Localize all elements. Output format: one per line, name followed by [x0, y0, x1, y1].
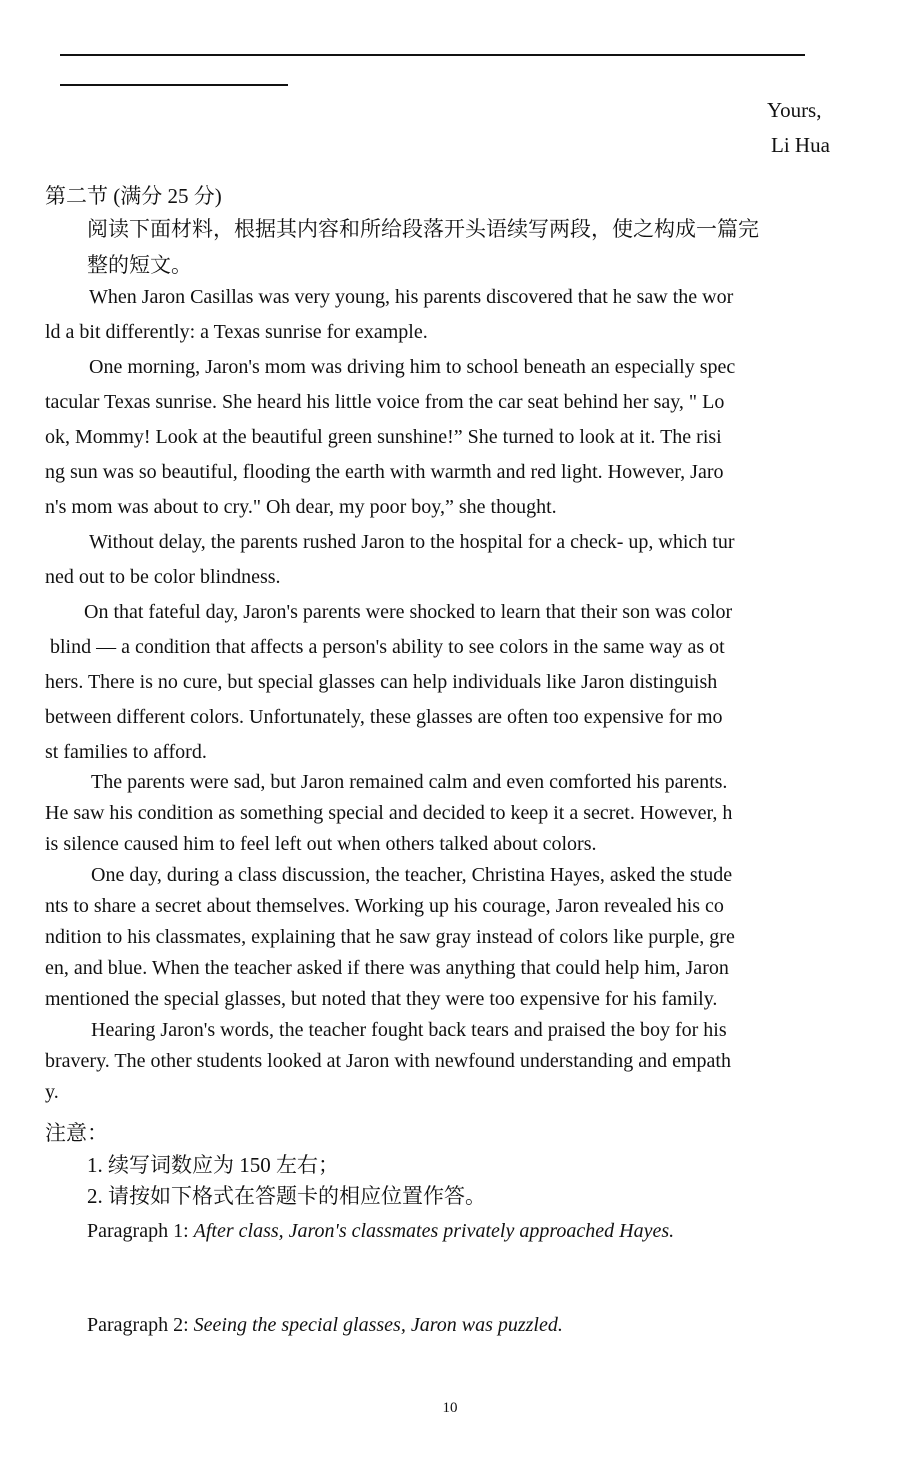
passage-line: bravery. The other students looked at Jaron with newfound understanding and empath	[45, 1050, 731, 1072]
notes-item-2: 2. 请按如下格式在答题卡的相应位置作答。	[87, 1184, 486, 1208]
passage-line: ndition to his classmates, explaining that he saw gray instead of colors like purple, gre	[45, 926, 735, 948]
passage-line: between different colors. Unfortunately, these glasses are often too expensive for mo	[45, 706, 723, 728]
passage-line: One morning, Jaron's mom was driving him to school beneath an especially spec	[89, 356, 736, 378]
paragraph-1-text: After class, Jaron's classmates privately approached Hayes.	[193, 1220, 675, 1242]
paragraph-2-label: Paragraph 2:	[87, 1314, 194, 1336]
letter-closing-yours: Yours,	[767, 98, 822, 122]
passage-line: mentioned the special glasses, but noted that they were too expensive for his family.	[45, 988, 718, 1010]
passage-line: y.	[45, 1081, 59, 1103]
passage-line: blind — a condition that affects a person's ability to see colors in the same way as ot	[50, 636, 725, 658]
passage-line: ok, Mommy! Look at the beautiful green sunshine!” She turned to look at it. The risi	[45, 426, 722, 448]
passage-line: hers. There is no cure, but special glasses can help individuals like Jaron distinguish	[45, 671, 718, 693]
passage-line: Without delay, the parents rushed Jaron to the hospital for a check- up, which tur	[89, 531, 735, 553]
passage-line: st families to afford.	[45, 741, 207, 763]
answer-line-1	[60, 54, 805, 56]
passage-line: ned out to be color blindness.	[45, 566, 281, 588]
section-instruction-line-2: 整的短文。	[87, 253, 192, 277]
passage-line: n's mom was about to cry." Oh dear, my poor boy,” she thought.	[45, 496, 557, 518]
section-instruction-line-1: 阅读下面材料，根据其内容和所给段落开头语续写两段，使之构成一篇完	[87, 217, 759, 241]
passage-line: is silence caused him to feel left out when others talked about colors.	[45, 833, 597, 855]
passage-line: He saw his condition as something special and decided to keep it a secret. However, h	[45, 802, 733, 824]
passage-line: tacular Texas sunrise. She heard his little voice from the car seat behind her say, " Lo	[45, 391, 725, 413]
paragraph-2-text: Seeing the special glasses, Jaron was puzzled.	[193, 1314, 563, 1336]
paragraph-1-label: Paragraph 1:	[87, 1220, 194, 1242]
notes-title: 注意：	[45, 1121, 108, 1145]
passage-line: On that fateful day, Jaron's parents were shocked to learn that their son was color	[84, 601, 733, 623]
paragraph-2-prompt	[87, 1314, 563, 1337]
passage-line: ng sun was so beautiful, flooding the earth with warmth and red light. However, Jaro	[45, 461, 724, 483]
page-number: 10	[442, 1400, 458, 1416]
passage-line: One day, during a class discussion, the teacher, Christina Hayes, asked the stude	[91, 864, 733, 886]
passage-line: ld a bit differently: a Texas sunrise for example.	[45, 321, 428, 343]
notes-item-1: 1. 续写词数应为 150 左右；	[87, 1153, 339, 1177]
passage-line: When Jaron Casillas was very young, his parents discovered that he saw the wor	[89, 286, 734, 308]
passage-line: The parents were sad, but Jaron remained calm and even comforted his parents.	[91, 771, 728, 793]
passage-line: nts to share a secret about themselves. Working up his courage, Jaron revealed his co	[45, 895, 724, 917]
passage-line: en, and blue. When the teacher asked if there was anything that could help him, Jaron	[45, 957, 729, 979]
passage-line: Hearing Jaron's words, the teacher fought back tears and praised the boy for his	[91, 1019, 727, 1041]
letter-closing-name: Li Hua	[771, 133, 830, 157]
section-heading: 第二节 (满分 25 分)	[45, 184, 222, 208]
answer-line-2	[60, 84, 288, 86]
paragraph-1-prompt	[87, 1220, 674, 1243]
